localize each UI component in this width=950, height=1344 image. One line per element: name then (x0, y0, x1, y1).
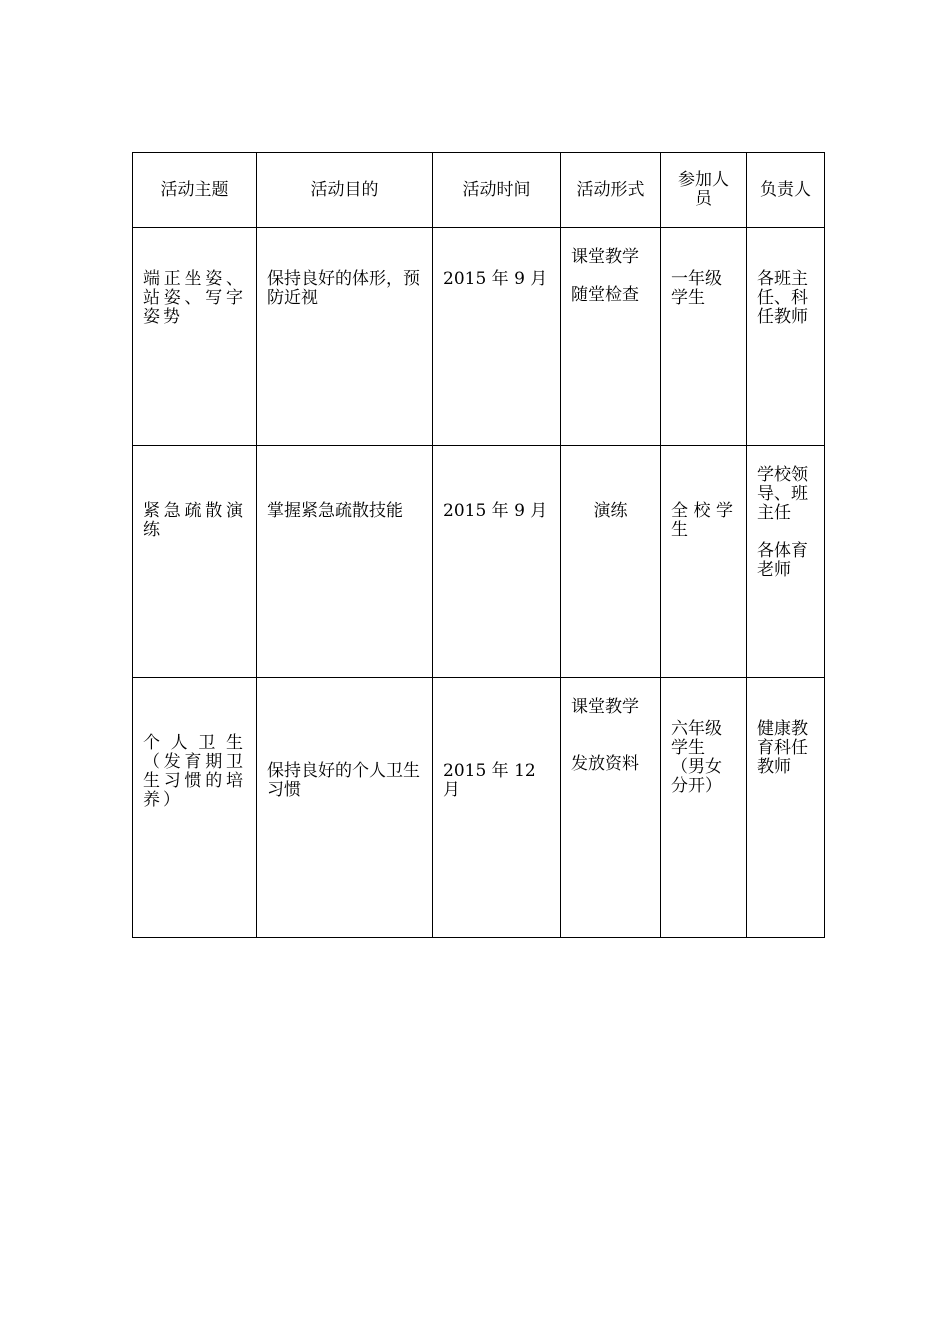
header-cell-responsible: 负责人 (747, 153, 825, 228)
header-cell-time: 活动时间 (433, 153, 561, 228)
table-row (133, 228, 825, 446)
header-cell-theme: 活动主题 (133, 153, 257, 228)
activity-plan-table (132, 152, 825, 938)
table-row (133, 446, 825, 678)
responsible-line: 健康教育科任教师 (757, 719, 808, 777)
cell-time: 2015 年 9 月 (433, 446, 561, 678)
header-cell-participants: 参加人员 (661, 153, 747, 228)
cell-purpose: 保持良好的体形，预防近视 (257, 228, 433, 446)
cell-theme: 端正坐姿、站姿、写字姿势 (133, 228, 257, 446)
cell-participants: 一年级学生 (661, 228, 747, 446)
cell-time: 2015 年 12 月 (433, 678, 561, 938)
cell-form (561, 228, 661, 446)
responsible-line: 各班主任、科任教师 (757, 269, 808, 327)
cell-purpose: 掌握紧急疏散技能 (257, 446, 433, 678)
cell-responsible (747, 446, 825, 678)
cell-theme: 紧急疏散演练 (133, 446, 257, 678)
cell-responsible (747, 228, 825, 446)
form-line: 课堂教学 (571, 247, 639, 267)
table-row (133, 678, 825, 938)
table-header-row (133, 153, 825, 228)
header-cell-form: 活动形式 (561, 153, 661, 228)
form-line: 发放资料 (571, 754, 639, 774)
cell-theme: 个人卫生（发育期卫生习惯的培养） (133, 678, 257, 938)
responsible-line: 各体育老师 (757, 541, 808, 580)
cell-form (561, 678, 661, 938)
form-line: 随堂检查 (571, 285, 639, 305)
cell-participants: 全校学生 (661, 446, 747, 678)
form-line: 课堂教学 (571, 697, 639, 717)
cell-time: 2015 年 9 月 (433, 228, 561, 446)
cell-participants: 六年级学生（男女分开） (661, 678, 747, 938)
header-cell-purpose: 活动目的 (257, 153, 433, 228)
responsible-line: 学校领导、班主任 (757, 465, 808, 523)
cell-purpose: 保持良好的个人卫生习惯 (257, 678, 433, 938)
form-line: 演练 (593, 501, 628, 521)
cell-form (561, 446, 661, 678)
cell-responsible (747, 678, 825, 938)
